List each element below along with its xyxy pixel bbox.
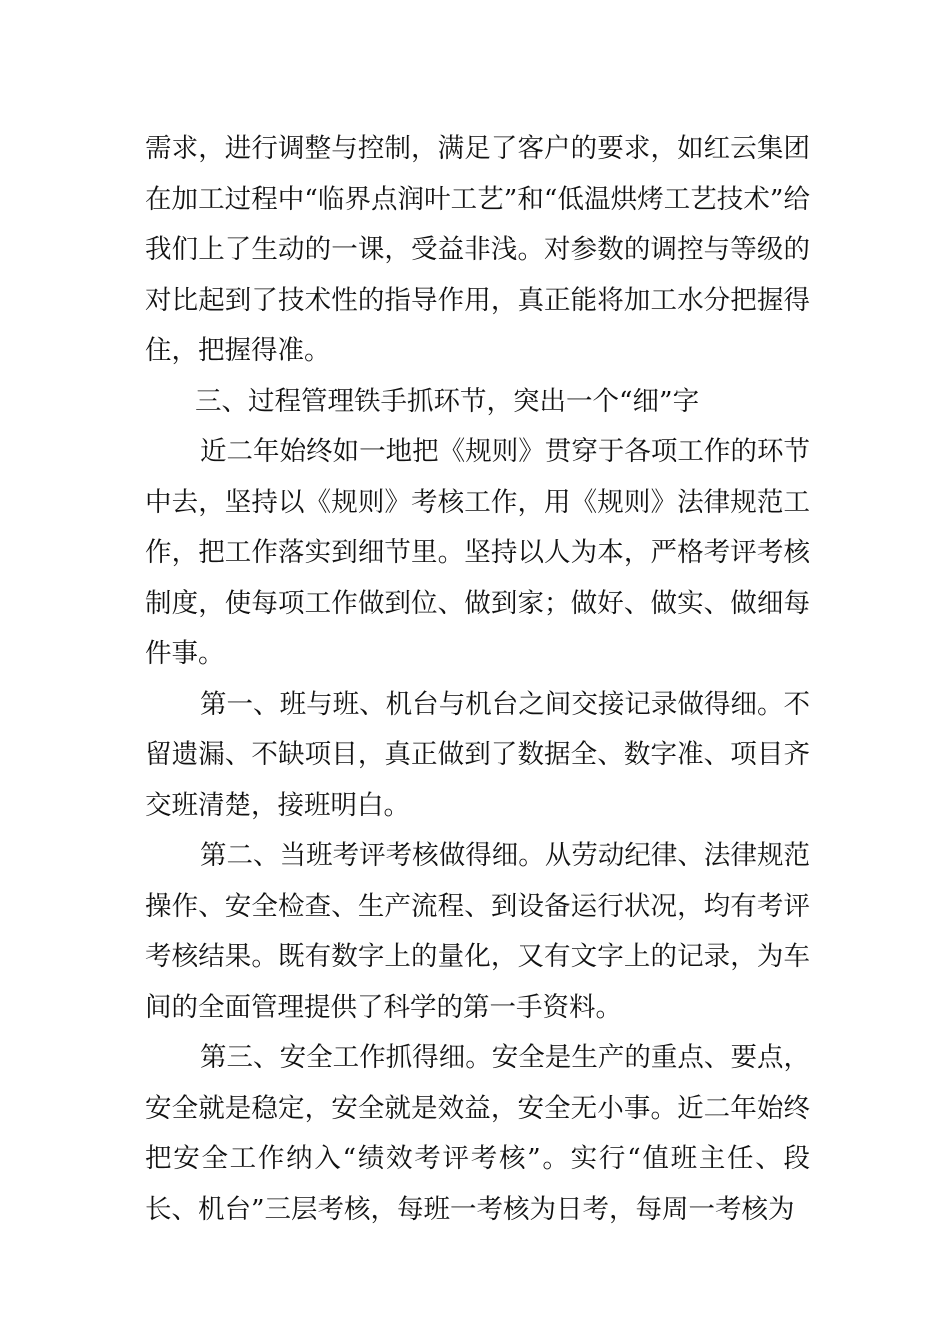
document-body [145, 124, 810, 1235]
paragraph-continuation: 需求，进行调整与控制，满足了客户的要求，如红云集团在加工过程中“临界点润叶工艺”和“低温烘烤工艺技术”给我们上了生动的一课，受益非浅。对参数的调控与等级的对比起到了技术性的指导作用，真正能将加工水分把握得住，把握得准。 [145, 133, 810, 366]
section-heading: 三、过程管理铁手抓环节，突出一个“细”字 [195, 385, 700, 417]
paragraph-intro: 近二年始终如一地把《规则》贯穿于各项工作的环节中去，坚持以《规则》考核工作，用《规则》法律规范工作，把工作落实到细节里。坚持以人为本，严格考评考核制度，使每项工作做到位、做到家；做好、做实、做细每件事。 [145, 436, 810, 669]
paragraph-first: 第一、班与班、机台与机台之间交接记录做得细。不留遗漏、不缺项目，真正做到了数据全、数字准、项目齐交班清楚，接班明白。 [145, 688, 810, 821]
paragraph-third: 第三、安全工作抓得细。安全是生产的重点、要点，安全就是稳定，安全就是效益，安全无小事。近二年始终把安全工作纳入“绩效考评考核”。实行“值班主任、段长、机台”三层考核，每班一考核为日考，每周一考核为 [145, 1042, 810, 1225]
paragraph-second: 第二、当班考评考核做得细。从劳动纪律、法律规范操作、安全检查、生产流程、到设备运行状况，均有考评考核结果。既有数字上的量化，又有文字上的记录，为车间的全面管理提供了科学的第一手资料。 [145, 840, 810, 1023]
